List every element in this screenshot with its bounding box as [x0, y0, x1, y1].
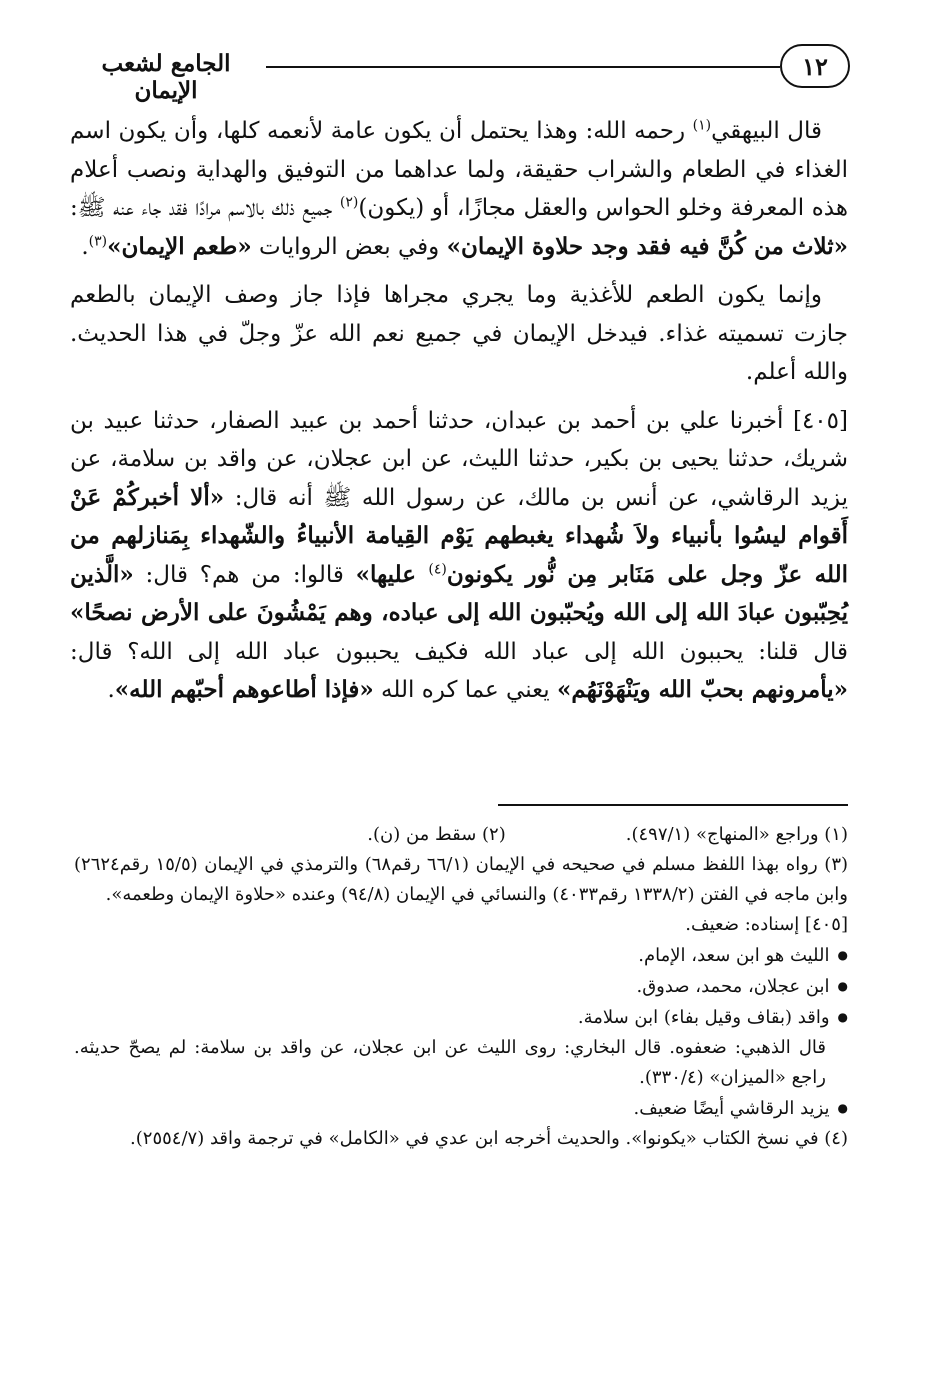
bullet-item: ● يزيد الرقاشي أيضًا ضعيف.: [74, 1093, 848, 1124]
footnote-row: [74, 820, 848, 850]
hadith-quote: عليها»: [355, 560, 429, 588]
footnote-ref-4: (٤): [428, 560, 447, 577]
footnote-2: (٢) سقط من (ن).: [367, 824, 506, 845]
main-text: [70, 112, 848, 720]
page-number-badge: ١٢: [780, 44, 850, 88]
hadith-quote: «يأمرونهم بحبّ الله ويَنْهَوْنَهُم»: [556, 676, 848, 703]
bullet-item: ● الليث هو ابن سعد، الإمام.: [74, 940, 848, 971]
page-header: [66, 40, 850, 104]
running-title: الجامع لشعب الإيمان: [101, 50, 231, 104]
paragraph-2: وإنما يكون الطعم للأغذية وما يجري مجراها فإذا جاز وصف الإيمان بالطعم جازت تسميته غذاء. فيدخل الإيمان في جميع نعم الله عزّ وجلّ في هذا الحديث. والله أعلم.: [70, 282, 848, 385]
footnote-3: (٣) رواه بهذا اللفظ مسلم في صحيحه في الإيمان (٦٦/١ رقم٦٨) والترمذي في الإيمان (١٥/٥ رقم٢٦٢٤) وابن ماجه في الفتن (١٣٣٨/٢ رقم٤٠٣٣) والنسائي في الإيمان (٩٤/٨) وعنده «حلاوة الإيمان وطعمه».: [74, 854, 849, 905]
bullet-item: ● ابن عجلان، محمد، صدوق.: [74, 971, 848, 1002]
isnad-note: [٤٠٥] إسناده: ضعيف.: [685, 914, 848, 935]
header-rule: [266, 66, 780, 68]
hadith-quote: «طعم الإيمان»: [107, 232, 252, 260]
footnote-1: (١) وراجع «المنهاج» (٤٩٧/١).: [625, 824, 848, 845]
dhahabi-note: قال الذهبي: ضعفوه. قال البخاري: روى الليث عن ابن عجلان، عن واقد بن سلامة: لم يصحّ حديثه. راجع «الميزان» (٣٣٠/٤).: [74, 1037, 826, 1088]
footnotes: [74, 820, 848, 1154]
paragraph-1: قال البيهقي$^{(١)}$ رحمه الله: وهذا يحتمل أن يكون عامة لأنعمه كلها، وأن يكون اسم الغذاء في الطعام والشراب حقيقة، ولما عداهما من التوفيق والهداية ونصب أعلام هذه المعرفة وخلو الحواس والعقل مجازًا، أو (يكون)$^{(٢)}$ جميع ذلك بالاسم مرادًا فقد جاء عنه ﷺ: «ثلاث من كُنَّ فيه فقد وجد حلاوة الإيمان» وفي بعض الروايات «طعم الإيمان»$^{(٣)}$.: [70, 117, 848, 260]
footnote-ref-3: (٣): [88, 232, 108, 249]
footnote-4: (٤) في نسخ الكتاب «يكونوا». والحديث أخرجه ابن عدي في «الكامل» في ترجمة واقد (٢٥٥٤/٧).: [130, 1128, 848, 1149]
hadith-quote: «ألا أخبركُمْ عَنْ أَقوام ليسُوا بأنبياء ولاَ شُهداء يغبطهم يَوْم القِيامة الأنبياءُ والشّهداء بِمَنازلهم من الله عزّ وجل على مَنَابر مِن نُّور يكونون: [70, 483, 848, 588]
hadith-quote: «الَّذين يُحِبّبون عبادَ الله إلى الله ويُحبّبون الله إلى عباده، وهم يَمْشُونَ على الأرض نصحًا»: [70, 560, 848, 626]
hadith-quote: «ثلاث من كُنَّ فيه فقد وجد حلاوة الإيمان»: [446, 232, 848, 260]
footnote-divider: [498, 804, 848, 806]
bullet-item: ● واقد (بقاف وقيل بفاء) ابن سلامة.: [74, 1002, 848, 1033]
paragraph-3: [٤٠٥] أخبرنا علي بن أحمد بن عبدان، حدثنا أحمد بن عبيد الصفار، حدثنا عبيد بن شريك، حدثنا يحيى بن بكير، حدثنا الليث، عن ابن عجلان، عن واقد بن سلامة، عن يزيد الرقاشي، عن أنس بن مالك، عن رسول الله ﷺ أنه قال: «ألا أخبركُمْ عَنْ أَقوام ليسُوا بأنبياء ولاَ شُهداء يغبطهم يَوْم القِيامة الأنبياءُ والشّهداء بِمَنازلهم من الله عزّ وجل على مَنَابر مِن نُّور يكونون$^{(٤)}$ عليها» قالوا: من هم؟ قال: «الَّذين يُحِبّبون عبادَ الله إلى الله ويُحبّبون الله إلى عباده، وهم يَمْشُونَ على الأرض نصحًا» قال قلنا: يحببون الله إلى عباد الله فكيف يحببون عباد الله إلى الله؟ قال: «يأمرونهم بحبّ الله ويَنْهَوْنَهُم» يعني عما كره الله «فإذا أطاعوهم أحبّهم الله».: [70, 407, 848, 703]
footnote-ref-1: (١): [692, 117, 712, 134]
hadith-quote: «فإذا أطاعوهم أحبّهم الله»: [114, 676, 374, 703]
footnote-ref-2: (٢): [339, 194, 359, 211]
